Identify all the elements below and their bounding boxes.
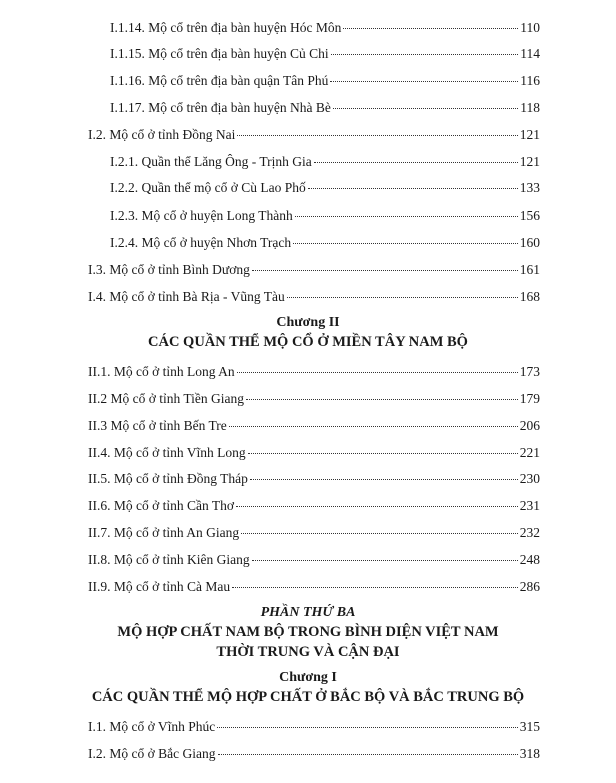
- toc-entry: [88, 391, 540, 407]
- leader-dots: [314, 161, 518, 163]
- toc-entry: [110, 46, 540, 62]
- part-title-line2: THỜI TRUNG VÀ CẬN ĐẠI: [216, 644, 400, 660]
- toc-entry-label: I.3. Mộ cổ ở tỉnh Bình Dương: [88, 262, 250, 277]
- toc-entry: [110, 208, 540, 224]
- toc-entry-label: I.1.14. Mộ cổ trên địa bàn huyện Hóc Môn: [110, 20, 342, 35]
- toc-entry-page: 114: [520, 46, 540, 61]
- toc-entry-label: I.4. Mộ cổ ở tỉnh Bà Rịa - Vũng Tàu: [88, 289, 285, 304]
- toc-entry-page: 318: [519, 746, 540, 761]
- toc-entry-label: I.2.2. Quần thể mộ cổ ở Cù Lao Phố: [110, 180, 306, 195]
- toc-entry-label: II.9. Mộ cổ ở tỉnh Cà Mau: [88, 579, 231, 594]
- leader-dots: [287, 296, 518, 298]
- toc-entry: [88, 552, 540, 568]
- leader-dots: [331, 53, 519, 55]
- leader-dots: [246, 398, 518, 400]
- toc-entry: [110, 100, 540, 116]
- toc-entry-label: II.4. Mộ cổ ở tỉnh Vĩnh Long: [88, 445, 246, 460]
- leader-dots: [293, 242, 518, 244]
- toc-entry-page: 248: [519, 552, 540, 567]
- leader-dots: [241, 532, 518, 534]
- leader-dots: [237, 371, 518, 373]
- toc-entry: [110, 73, 540, 89]
- toc-entry-page: 133: [519, 180, 540, 195]
- toc-entry-label: I.2. Mộ cổ ở Bắc Giang: [88, 746, 216, 761]
- toc-entry-page: 206: [519, 418, 540, 433]
- leader-dots: [229, 425, 518, 427]
- toc-entry-page: 160: [519, 235, 540, 250]
- toc-entry-page: 286: [519, 579, 540, 594]
- chapter-title: CÁC QUẦN THỂ MỘ HỢP CHẤT Ở BẮC BỘ VÀ BẮC TRUNG BỘ: [91, 689, 525, 705]
- toc-entry: [110, 235, 540, 251]
- toc-entry-page: 230: [519, 471, 540, 486]
- toc-entry: [88, 746, 540, 762]
- part-label: PHẦN THỨ BA: [260, 605, 356, 620]
- toc-entry-page: 118: [520, 100, 540, 115]
- leader-dots: [248, 452, 518, 454]
- chapter-label: Chương I: [279, 670, 337, 685]
- toc-entry-label: I.1.15. Mộ cổ trên địa bàn huyện Củ Chi: [110, 46, 329, 61]
- toc-entry-page: 121: [519, 154, 540, 169]
- toc-entry-label: II.1. Mộ cổ ở tỉnh Long An: [88, 364, 235, 379]
- toc-entry-label: II.7. Mộ cổ ở tỉnh An Giang: [88, 525, 240, 540]
- toc-entry-page: 156: [519, 208, 540, 223]
- toc-entry: [88, 471, 540, 487]
- toc-entry-label: I.2.3. Mộ cổ ở huyện Long Thành: [110, 208, 293, 223]
- toc-entry-page: 110: [520, 20, 540, 35]
- chapter-title: CÁC QUẦN THỂ MỘ CỔ Ở MIỀN TÂY NAM BỘ: [148, 334, 468, 350]
- toc-entry-label: II.2 Mộ cổ ở tỉnh Tiền Giang: [88, 391, 245, 406]
- toc-entry-label: II.6. Mộ cổ ở tỉnh Cần Thơ: [88, 498, 235, 513]
- toc-entry: [88, 498, 540, 514]
- toc-entry: [88, 445, 540, 461]
- leader-dots: [343, 27, 518, 29]
- leader-dots: [330, 80, 518, 82]
- toc-entry-page: 179: [519, 391, 540, 406]
- leader-dots: [236, 505, 518, 507]
- toc-entry-label: II.8. Mộ cổ ở tỉnh Kiên Giang: [88, 552, 250, 567]
- toc-entry: [88, 364, 540, 380]
- toc-entry-label: I.2.4. Mộ cổ ở huyện Nhơn Trạch: [110, 235, 292, 250]
- toc-entry-page: 231: [519, 498, 540, 513]
- toc-entry: [88, 262, 540, 278]
- leader-dots: [252, 269, 518, 271]
- toc-entry: [88, 418, 540, 434]
- toc-entry-label: II.5. Mộ cổ ở tỉnh Đồng Tháp: [88, 471, 248, 486]
- toc-entry-label: I.1. Mộ cổ ở Vĩnh Phúc: [88, 719, 216, 734]
- toc-entry-page: 315: [519, 719, 540, 734]
- leader-dots: [232, 586, 518, 588]
- leader-dots: [250, 478, 518, 480]
- leader-dots: [237, 134, 517, 136]
- toc-entry: [88, 289, 540, 305]
- toc-entry: [110, 20, 540, 36]
- leader-dots: [308, 187, 518, 189]
- toc-entry: [110, 180, 540, 196]
- toc-entry-page: 121: [519, 127, 540, 142]
- leader-dots: [252, 559, 518, 561]
- part-title-line1: MỘ HỢP CHẤT NAM BỘ TRONG BÌNH DIỆN VIỆT NAM: [117, 624, 499, 640]
- toc-entry-label: I.2.1. Quần thể Lăng Ông - Trịnh Gia: [110, 154, 312, 169]
- toc-entry-page: 161: [519, 262, 540, 277]
- toc-entry-page: 168: [519, 289, 540, 304]
- leader-dots: [217, 726, 517, 728]
- toc-entry-page: 173: [519, 364, 540, 379]
- toc-entry: [88, 525, 540, 541]
- toc-entry-page: 116: [520, 73, 540, 88]
- toc-entry-label: I.1.17. Mộ cổ trên địa bàn huyện Nhà Bè: [110, 100, 331, 115]
- toc-entry-page: 221: [519, 445, 540, 460]
- leader-dots: [295, 215, 518, 217]
- toc-entry: [88, 127, 540, 143]
- toc-entry-page: 232: [519, 525, 540, 540]
- toc-entry-label: II.3 Mộ cổ ở tỉnh Bến Tre: [88, 418, 227, 433]
- toc-entry-label: I.2. Mộ cổ ở tỉnh Đồng Nai: [88, 127, 236, 142]
- chapter-label: Chương II: [276, 315, 340, 330]
- toc-entry: [110, 154, 540, 170]
- toc-entry-label: I.1.16. Mộ cổ trên địa bàn quận Tân Phú: [110, 73, 329, 88]
- leader-dots: [218, 753, 518, 755]
- toc-entry: [88, 719, 540, 735]
- leader-dots: [333, 107, 518, 109]
- toc-entry: [88, 579, 540, 595]
